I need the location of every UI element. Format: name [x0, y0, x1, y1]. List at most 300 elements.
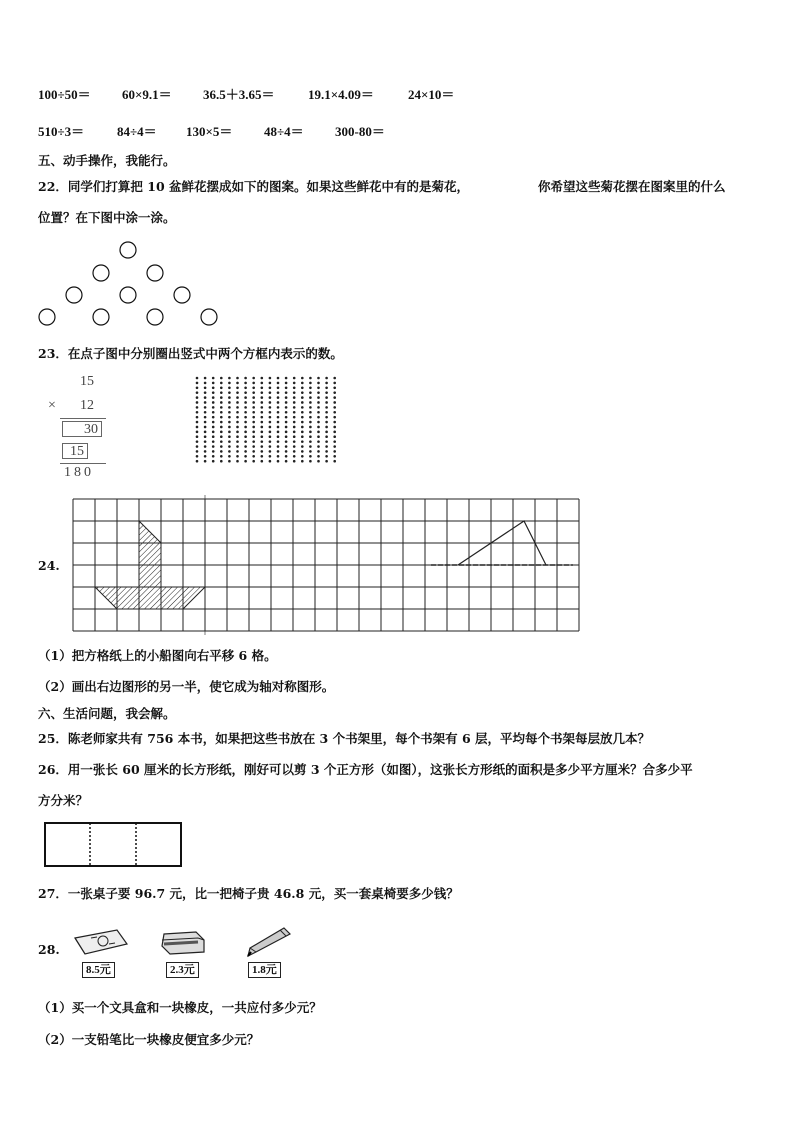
- dot[interactable]: [228, 406, 231, 409]
- dot[interactable]: [317, 411, 320, 414]
- dot[interactable]: [220, 450, 223, 453]
- dot[interactable]: [244, 426, 247, 429]
- dot[interactable]: [212, 401, 215, 404]
- dot[interactable]: [196, 386, 199, 389]
- dot[interactable]: [261, 411, 264, 414]
- dot[interactable]: [285, 445, 288, 448]
- dot[interactable]: [317, 450, 320, 453]
- dot[interactable]: [204, 416, 207, 419]
- dot[interactable]: [212, 455, 215, 458]
- dot[interactable]: [269, 421, 272, 424]
- dot[interactable]: [333, 445, 336, 448]
- dot[interactable]: [301, 416, 304, 419]
- dot[interactable]: [261, 386, 264, 389]
- dot[interactable]: [293, 416, 296, 419]
- dot[interactable]: [204, 377, 207, 380]
- dot[interactable]: [325, 450, 328, 453]
- dot[interactable]: [244, 406, 247, 409]
- dot[interactable]: [244, 435, 247, 438]
- dot[interactable]: [333, 416, 336, 419]
- dot[interactable]: [244, 440, 247, 443]
- dot[interactable]: [236, 396, 239, 399]
- flower-circle[interactable]: [120, 287, 136, 303]
- dot[interactable]: [244, 391, 247, 394]
- dot[interactable]: [236, 450, 239, 453]
- dot[interactable]: [212, 416, 215, 419]
- dot[interactable]: [212, 431, 215, 434]
- dot[interactable]: [228, 460, 231, 463]
- dot[interactable]: [325, 406, 328, 409]
- flower-circle[interactable]: [66, 287, 82, 303]
- dot[interactable]: [196, 401, 199, 404]
- dot[interactable]: [196, 431, 199, 434]
- dot[interactable]: [293, 391, 296, 394]
- dot[interactable]: [212, 421, 215, 424]
- dot[interactable]: [204, 391, 207, 394]
- dot[interactable]: [261, 431, 264, 434]
- dot[interactable]: [333, 440, 336, 443]
- dot[interactable]: [228, 435, 231, 438]
- dot[interactable]: [269, 391, 272, 394]
- dot[interactable]: [244, 450, 247, 453]
- dot[interactable]: [301, 431, 304, 434]
- dot[interactable]: [212, 460, 215, 463]
- dot[interactable]: [261, 406, 264, 409]
- dot[interactable]: [196, 421, 199, 424]
- dot[interactable]: [220, 377, 223, 380]
- dot[interactable]: [277, 421, 280, 424]
- dot[interactable]: [317, 391, 320, 394]
- dot[interactable]: [252, 455, 255, 458]
- dot[interactable]: [236, 431, 239, 434]
- dot[interactable]: [317, 382, 320, 385]
- dot[interactable]: [277, 406, 280, 409]
- dot[interactable]: [220, 406, 223, 409]
- dot[interactable]: [333, 401, 336, 404]
- dot[interactable]: [301, 435, 304, 438]
- dot[interactable]: [252, 416, 255, 419]
- dot[interactable]: [309, 377, 312, 380]
- dot[interactable]: [236, 411, 239, 414]
- dot[interactable]: [196, 391, 199, 394]
- dot[interactable]: [261, 455, 264, 458]
- dot[interactable]: [309, 460, 312, 463]
- dot[interactable]: [252, 386, 255, 389]
- dot[interactable]: [252, 377, 255, 380]
- dot[interactable]: [277, 460, 280, 463]
- dot[interactable]: [293, 445, 296, 448]
- dot[interactable]: [317, 445, 320, 448]
- dot[interactable]: [212, 377, 215, 380]
- dot[interactable]: [220, 386, 223, 389]
- dot[interactable]: [220, 401, 223, 404]
- dot[interactable]: [325, 391, 328, 394]
- dot[interactable]: [301, 411, 304, 414]
- dot[interactable]: [293, 386, 296, 389]
- dot[interactable]: [261, 421, 264, 424]
- dot[interactable]: [252, 421, 255, 424]
- dot[interactable]: [252, 440, 255, 443]
- dot[interactable]: [317, 386, 320, 389]
- dot[interactable]: [228, 445, 231, 448]
- dot[interactable]: [212, 426, 215, 429]
- dot[interactable]: [212, 450, 215, 453]
- dot[interactable]: [269, 396, 272, 399]
- dot[interactable]: [309, 431, 312, 434]
- dot[interactable]: [236, 440, 239, 443]
- dot[interactable]: [252, 411, 255, 414]
- dot[interactable]: [293, 431, 296, 434]
- dot[interactable]: [228, 401, 231, 404]
- dot[interactable]: [244, 455, 247, 458]
- dot[interactable]: [204, 406, 207, 409]
- flower-circle[interactable]: [147, 309, 163, 325]
- dot[interactable]: [220, 445, 223, 448]
- dot[interactable]: [285, 401, 288, 404]
- dot[interactable]: [301, 377, 304, 380]
- dot[interactable]: [277, 386, 280, 389]
- dot[interactable]: [285, 406, 288, 409]
- dot[interactable]: [277, 445, 280, 448]
- dot[interactable]: [325, 455, 328, 458]
- dot[interactable]: [228, 455, 231, 458]
- dot[interactable]: [269, 450, 272, 453]
- dot[interactable]: [196, 406, 199, 409]
- dot[interactable]: [325, 401, 328, 404]
- dot[interactable]: [317, 406, 320, 409]
- dot[interactable]: [252, 382, 255, 385]
- dot[interactable]: [293, 377, 296, 380]
- dot[interactable]: [285, 386, 288, 389]
- dot[interactable]: [285, 421, 288, 424]
- dot[interactable]: [269, 386, 272, 389]
- dot[interactable]: [309, 426, 312, 429]
- dot[interactable]: [212, 391, 215, 394]
- dot[interactable]: [301, 421, 304, 424]
- dot[interactable]: [293, 411, 296, 414]
- dot[interactable]: [285, 416, 288, 419]
- dot[interactable]: [244, 431, 247, 434]
- flower-circle[interactable]: [93, 265, 109, 281]
- dot[interactable]: [301, 460, 304, 463]
- dot[interactable]: [228, 450, 231, 453]
- dot[interactable]: [325, 396, 328, 399]
- dot[interactable]: [212, 406, 215, 409]
- dot[interactable]: [269, 445, 272, 448]
- dot[interactable]: [333, 396, 336, 399]
- dot[interactable]: [309, 455, 312, 458]
- dot[interactable]: [228, 440, 231, 443]
- dot[interactable]: [196, 411, 199, 414]
- dot[interactable]: [196, 426, 199, 429]
- dot[interactable]: [269, 416, 272, 419]
- dot[interactable]: [252, 401, 255, 404]
- dot[interactable]: [244, 411, 247, 414]
- dot[interactable]: [212, 382, 215, 385]
- dot[interactable]: [212, 445, 215, 448]
- dot[interactable]: [325, 435, 328, 438]
- dot[interactable]: [204, 401, 207, 404]
- dot[interactable]: [212, 411, 215, 414]
- dot[interactable]: [269, 431, 272, 434]
- dot[interactable]: [301, 396, 304, 399]
- dot[interactable]: [204, 411, 207, 414]
- dot[interactable]: [317, 435, 320, 438]
- dot[interactable]: [269, 406, 272, 409]
- dot[interactable]: [293, 406, 296, 409]
- dot[interactable]: [301, 406, 304, 409]
- dot[interactable]: [309, 411, 312, 414]
- dot[interactable]: [244, 421, 247, 424]
- dot[interactable]: [252, 445, 255, 448]
- dot[interactable]: [269, 426, 272, 429]
- flower-circle[interactable]: [174, 287, 190, 303]
- dot[interactable]: [261, 426, 264, 429]
- dot[interactable]: [333, 455, 336, 458]
- dot[interactable]: [317, 377, 320, 380]
- dot[interactable]: [325, 382, 328, 385]
- dot[interactable]: [212, 396, 215, 399]
- dot[interactable]: [301, 382, 304, 385]
- dot[interactable]: [252, 426, 255, 429]
- dot[interactable]: [309, 396, 312, 399]
- dot[interactable]: [220, 382, 223, 385]
- dot[interactable]: [269, 435, 272, 438]
- dot[interactable]: [277, 455, 280, 458]
- dot[interactable]: [228, 421, 231, 424]
- flower-circle[interactable]: [201, 309, 217, 325]
- dot[interactable]: [325, 445, 328, 448]
- dot[interactable]: [252, 391, 255, 394]
- dot[interactable]: [317, 440, 320, 443]
- dot[interactable]: [277, 396, 280, 399]
- dot[interactable]: [196, 445, 199, 448]
- dot[interactable]: [236, 377, 239, 380]
- dot[interactable]: [261, 460, 264, 463]
- dot[interactable]: [333, 450, 336, 453]
- dot[interactable]: [228, 416, 231, 419]
- dot[interactable]: [212, 435, 215, 438]
- dot[interactable]: [196, 377, 199, 380]
- dot[interactable]: [236, 416, 239, 419]
- dot[interactable]: [309, 382, 312, 385]
- dot[interactable]: [333, 406, 336, 409]
- dot[interactable]: [269, 401, 272, 404]
- dot[interactable]: [220, 396, 223, 399]
- dot[interactable]: [285, 382, 288, 385]
- dot[interactable]: [301, 426, 304, 429]
- dot[interactable]: [301, 386, 304, 389]
- dot[interactable]: [317, 460, 320, 463]
- dot[interactable]: [236, 435, 239, 438]
- dot[interactable]: [325, 431, 328, 434]
- dot[interactable]: [220, 435, 223, 438]
- dot[interactable]: [293, 460, 296, 463]
- dot[interactable]: [244, 460, 247, 463]
- dot[interactable]: [285, 435, 288, 438]
- dot[interactable]: [220, 421, 223, 424]
- dot[interactable]: [220, 440, 223, 443]
- dot[interactable]: [236, 382, 239, 385]
- dot[interactable]: [285, 450, 288, 453]
- dot[interactable]: [309, 391, 312, 394]
- dot[interactable]: [333, 431, 336, 434]
- dot[interactable]: [333, 421, 336, 424]
- dot[interactable]: [309, 435, 312, 438]
- dot[interactable]: [269, 455, 272, 458]
- dot[interactable]: [317, 416, 320, 419]
- dot[interactable]: [293, 421, 296, 424]
- dot[interactable]: [277, 382, 280, 385]
- dot[interactable]: [244, 382, 247, 385]
- dot[interactable]: [309, 440, 312, 443]
- dot[interactable]: [325, 377, 328, 380]
- dot[interactable]: [236, 386, 239, 389]
- dot[interactable]: [293, 435, 296, 438]
- dot[interactable]: [244, 445, 247, 448]
- dot[interactable]: [301, 401, 304, 404]
- dot[interactable]: [261, 377, 264, 380]
- dot[interactable]: [196, 416, 199, 419]
- dot[interactable]: [220, 391, 223, 394]
- dot[interactable]: [285, 455, 288, 458]
- dot[interactable]: [212, 440, 215, 443]
- square-grid[interactable]: [73, 499, 593, 633]
- dot[interactable]: [309, 445, 312, 448]
- dot[interactable]: [236, 406, 239, 409]
- dot[interactable]: [228, 431, 231, 434]
- dot[interactable]: [301, 455, 304, 458]
- flower-circle[interactable]: [93, 309, 109, 325]
- dot[interactable]: [317, 455, 320, 458]
- dot[interactable]: [236, 460, 239, 463]
- dot[interactable]: [269, 460, 272, 463]
- dot[interactable]: [212, 386, 215, 389]
- dot[interactable]: [285, 396, 288, 399]
- dot[interactable]: [252, 406, 255, 409]
- dot[interactable]: [333, 377, 336, 380]
- dot[interactable]: [220, 460, 223, 463]
- dot[interactable]: [293, 426, 296, 429]
- flower-circle[interactable]: [147, 265, 163, 281]
- dot[interactable]: [285, 377, 288, 380]
- dot[interactable]: [309, 406, 312, 409]
- dot[interactable]: [261, 440, 264, 443]
- dot[interactable]: [196, 460, 199, 463]
- dot[interactable]: [261, 435, 264, 438]
- dot[interactable]: [293, 440, 296, 443]
- dot[interactable]: [204, 455, 207, 458]
- dot[interactable]: [277, 435, 280, 438]
- dot[interactable]: [196, 382, 199, 385]
- dot[interactable]: [333, 386, 336, 389]
- dot[interactable]: [325, 460, 328, 463]
- dot[interactable]: [196, 440, 199, 443]
- dot[interactable]: [301, 440, 304, 443]
- dot[interactable]: [244, 377, 247, 380]
- dot[interactable]: [204, 445, 207, 448]
- dot[interactable]: [236, 445, 239, 448]
- dot[interactable]: [204, 382, 207, 385]
- dot[interactable]: [220, 455, 223, 458]
- dot[interactable]: [244, 416, 247, 419]
- dot[interactable]: [269, 440, 272, 443]
- dot[interactable]: [333, 460, 336, 463]
- dot[interactable]: [204, 396, 207, 399]
- dot[interactable]: [196, 455, 199, 458]
- dot[interactable]: [269, 377, 272, 380]
- dot[interactable]: [228, 377, 231, 380]
- dot[interactable]: [333, 426, 336, 429]
- dot[interactable]: [309, 401, 312, 404]
- dot[interactable]: [204, 386, 207, 389]
- dot[interactable]: [261, 401, 264, 404]
- dot[interactable]: [277, 426, 280, 429]
- dot[interactable]: [285, 391, 288, 394]
- dot[interactable]: [301, 445, 304, 448]
- dot[interactable]: [204, 431, 207, 434]
- dot[interactable]: [252, 435, 255, 438]
- dot[interactable]: [333, 435, 336, 438]
- dot[interactable]: [285, 411, 288, 414]
- dot[interactable]: [204, 440, 207, 443]
- dot[interactable]: [325, 440, 328, 443]
- dot-grid[interactable]: [195, 376, 345, 486]
- dot[interactable]: [277, 377, 280, 380]
- dot[interactable]: [220, 411, 223, 414]
- dot[interactable]: [244, 401, 247, 404]
- dot[interactable]: [309, 421, 312, 424]
- dot[interactable]: [228, 382, 231, 385]
- dot[interactable]: [261, 445, 264, 448]
- dot[interactable]: [252, 460, 255, 463]
- dot[interactable]: [204, 426, 207, 429]
- dot[interactable]: [220, 431, 223, 434]
- dot[interactable]: [293, 401, 296, 404]
- dot[interactable]: [204, 460, 207, 463]
- dot[interactable]: [277, 411, 280, 414]
- dot[interactable]: [309, 450, 312, 453]
- dot[interactable]: [228, 391, 231, 394]
- dot[interactable]: [196, 396, 199, 399]
- dot[interactable]: [236, 421, 239, 424]
- dot[interactable]: [244, 396, 247, 399]
- dot[interactable]: [252, 450, 255, 453]
- dot[interactable]: [293, 455, 296, 458]
- dot[interactable]: [277, 391, 280, 394]
- dot[interactable]: [236, 401, 239, 404]
- dot[interactable]: [301, 450, 304, 453]
- dot[interactable]: [325, 411, 328, 414]
- dot[interactable]: [285, 460, 288, 463]
- dot[interactable]: [228, 396, 231, 399]
- dot[interactable]: [333, 391, 336, 394]
- dot[interactable]: [244, 386, 247, 389]
- dot[interactable]: [261, 450, 264, 453]
- dot[interactable]: [325, 421, 328, 424]
- dot[interactable]: [228, 411, 231, 414]
- dot[interactable]: [204, 435, 207, 438]
- dot[interactable]: [252, 396, 255, 399]
- dot[interactable]: [269, 382, 272, 385]
- dot[interactable]: [220, 416, 223, 419]
- dot[interactable]: [236, 391, 239, 394]
- dot[interactable]: [333, 411, 336, 414]
- dot[interactable]: [196, 435, 199, 438]
- dot[interactable]: [269, 411, 272, 414]
- dot[interactable]: [277, 401, 280, 404]
- dot[interactable]: [277, 416, 280, 419]
